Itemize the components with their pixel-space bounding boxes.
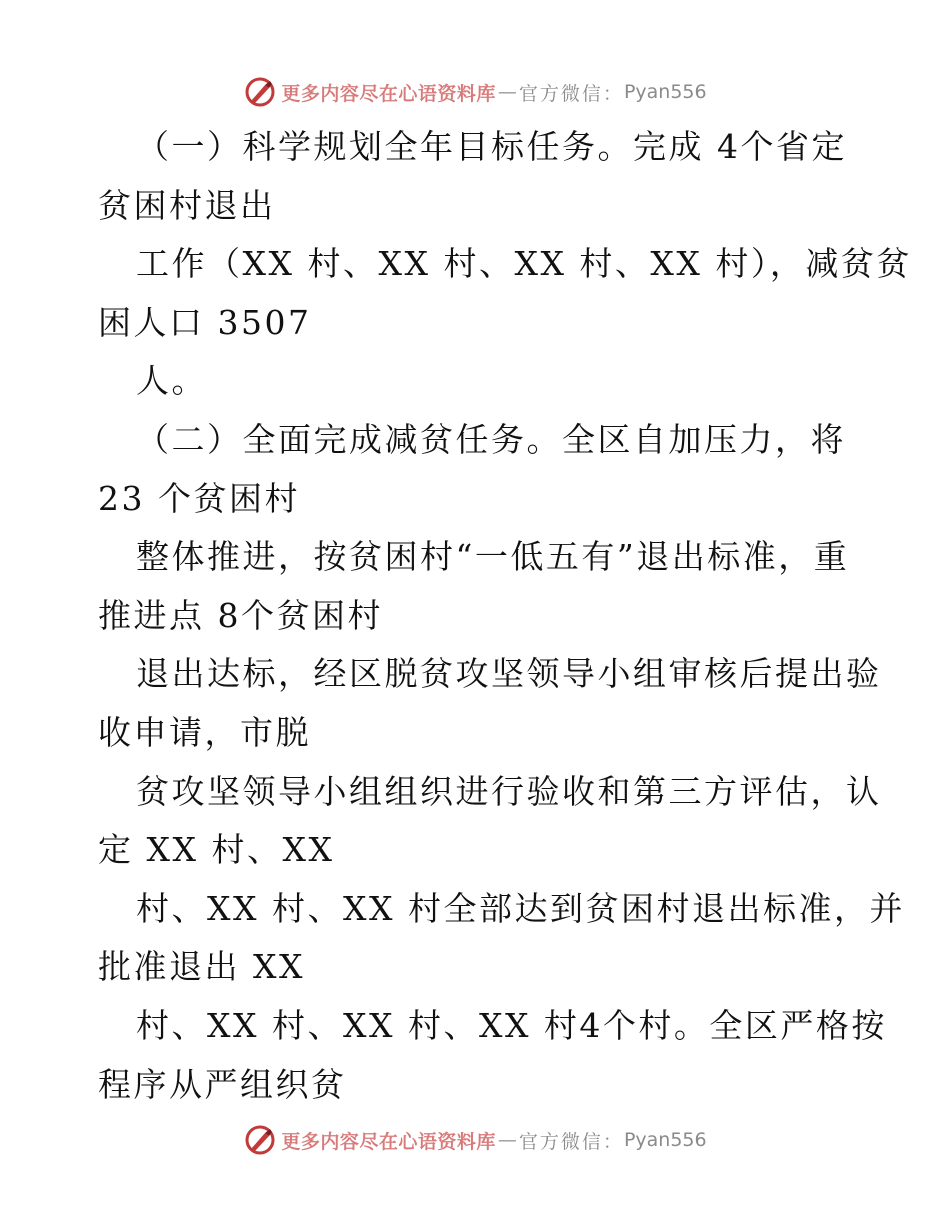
pen-logo-icon (243, 75, 277, 109)
watermark-header (0, 72, 950, 112)
text-line: 人。 (136, 361, 207, 401)
watermark-footer (0, 1120, 950, 1160)
watermark-sub-text: 官方微信： (518, 82, 624, 105)
text-line: 村、XX 村、XX 村、XX 村4个村。全区严格按 (136, 1005, 887, 1045)
text-line: （二）全面完成减贫任务。全区自加压力，将 (136, 419, 846, 459)
text-line: 批准退出 XX (98, 947, 305, 987)
text-line: 推进点 8个贫困村 (98, 595, 383, 635)
text-line: 村、XX 村、XX 村全部达到贫困村退出标准，并 (136, 888, 905, 928)
pen-logo-icon (243, 1123, 277, 1157)
watermark-main-text: 更多内容尽在心语资料库 (281, 1130, 496, 1153)
text-line: 收申请，市脱 (98, 712, 311, 752)
text-line: 退出达标，经区脱贫攻坚领导小组审核后提出验 (136, 654, 882, 694)
text-line: 困人口 3507 (98, 302, 312, 342)
watermark-sub-text: 官方微信： (518, 1130, 624, 1153)
document-body (98, 118, 912, 1114)
watermark-dash: — (497, 81, 517, 103)
watermark-id: Pyan556 (623, 1129, 707, 1151)
watermark-main-text: 更多内容尽在心语资料库 (281, 82, 496, 105)
text-line: 程序从严组织贫 (98, 1064, 347, 1104)
text-line: 23 个贫困村 (98, 478, 300, 518)
text-line: （一）科学规划全年目标任务。完成 4个省定 (136, 127, 847, 166)
watermark-id: Pyan556 (623, 81, 707, 103)
text-line: 工作（XX 村、XX 村、XX 村、XX 村），减贫贫 (136, 244, 912, 284)
text-line: 贫攻坚领导小组组织进行验收和第三方评估，认 (136, 771, 882, 811)
text-line: 定 XX 村、XX (98, 830, 335, 870)
watermark-dash: — (497, 1129, 517, 1151)
text-line: 整体推进，按贫困村“一低五有”退出标准，重 (136, 537, 850, 577)
text-line: 贫困村退出 (98, 185, 276, 225)
